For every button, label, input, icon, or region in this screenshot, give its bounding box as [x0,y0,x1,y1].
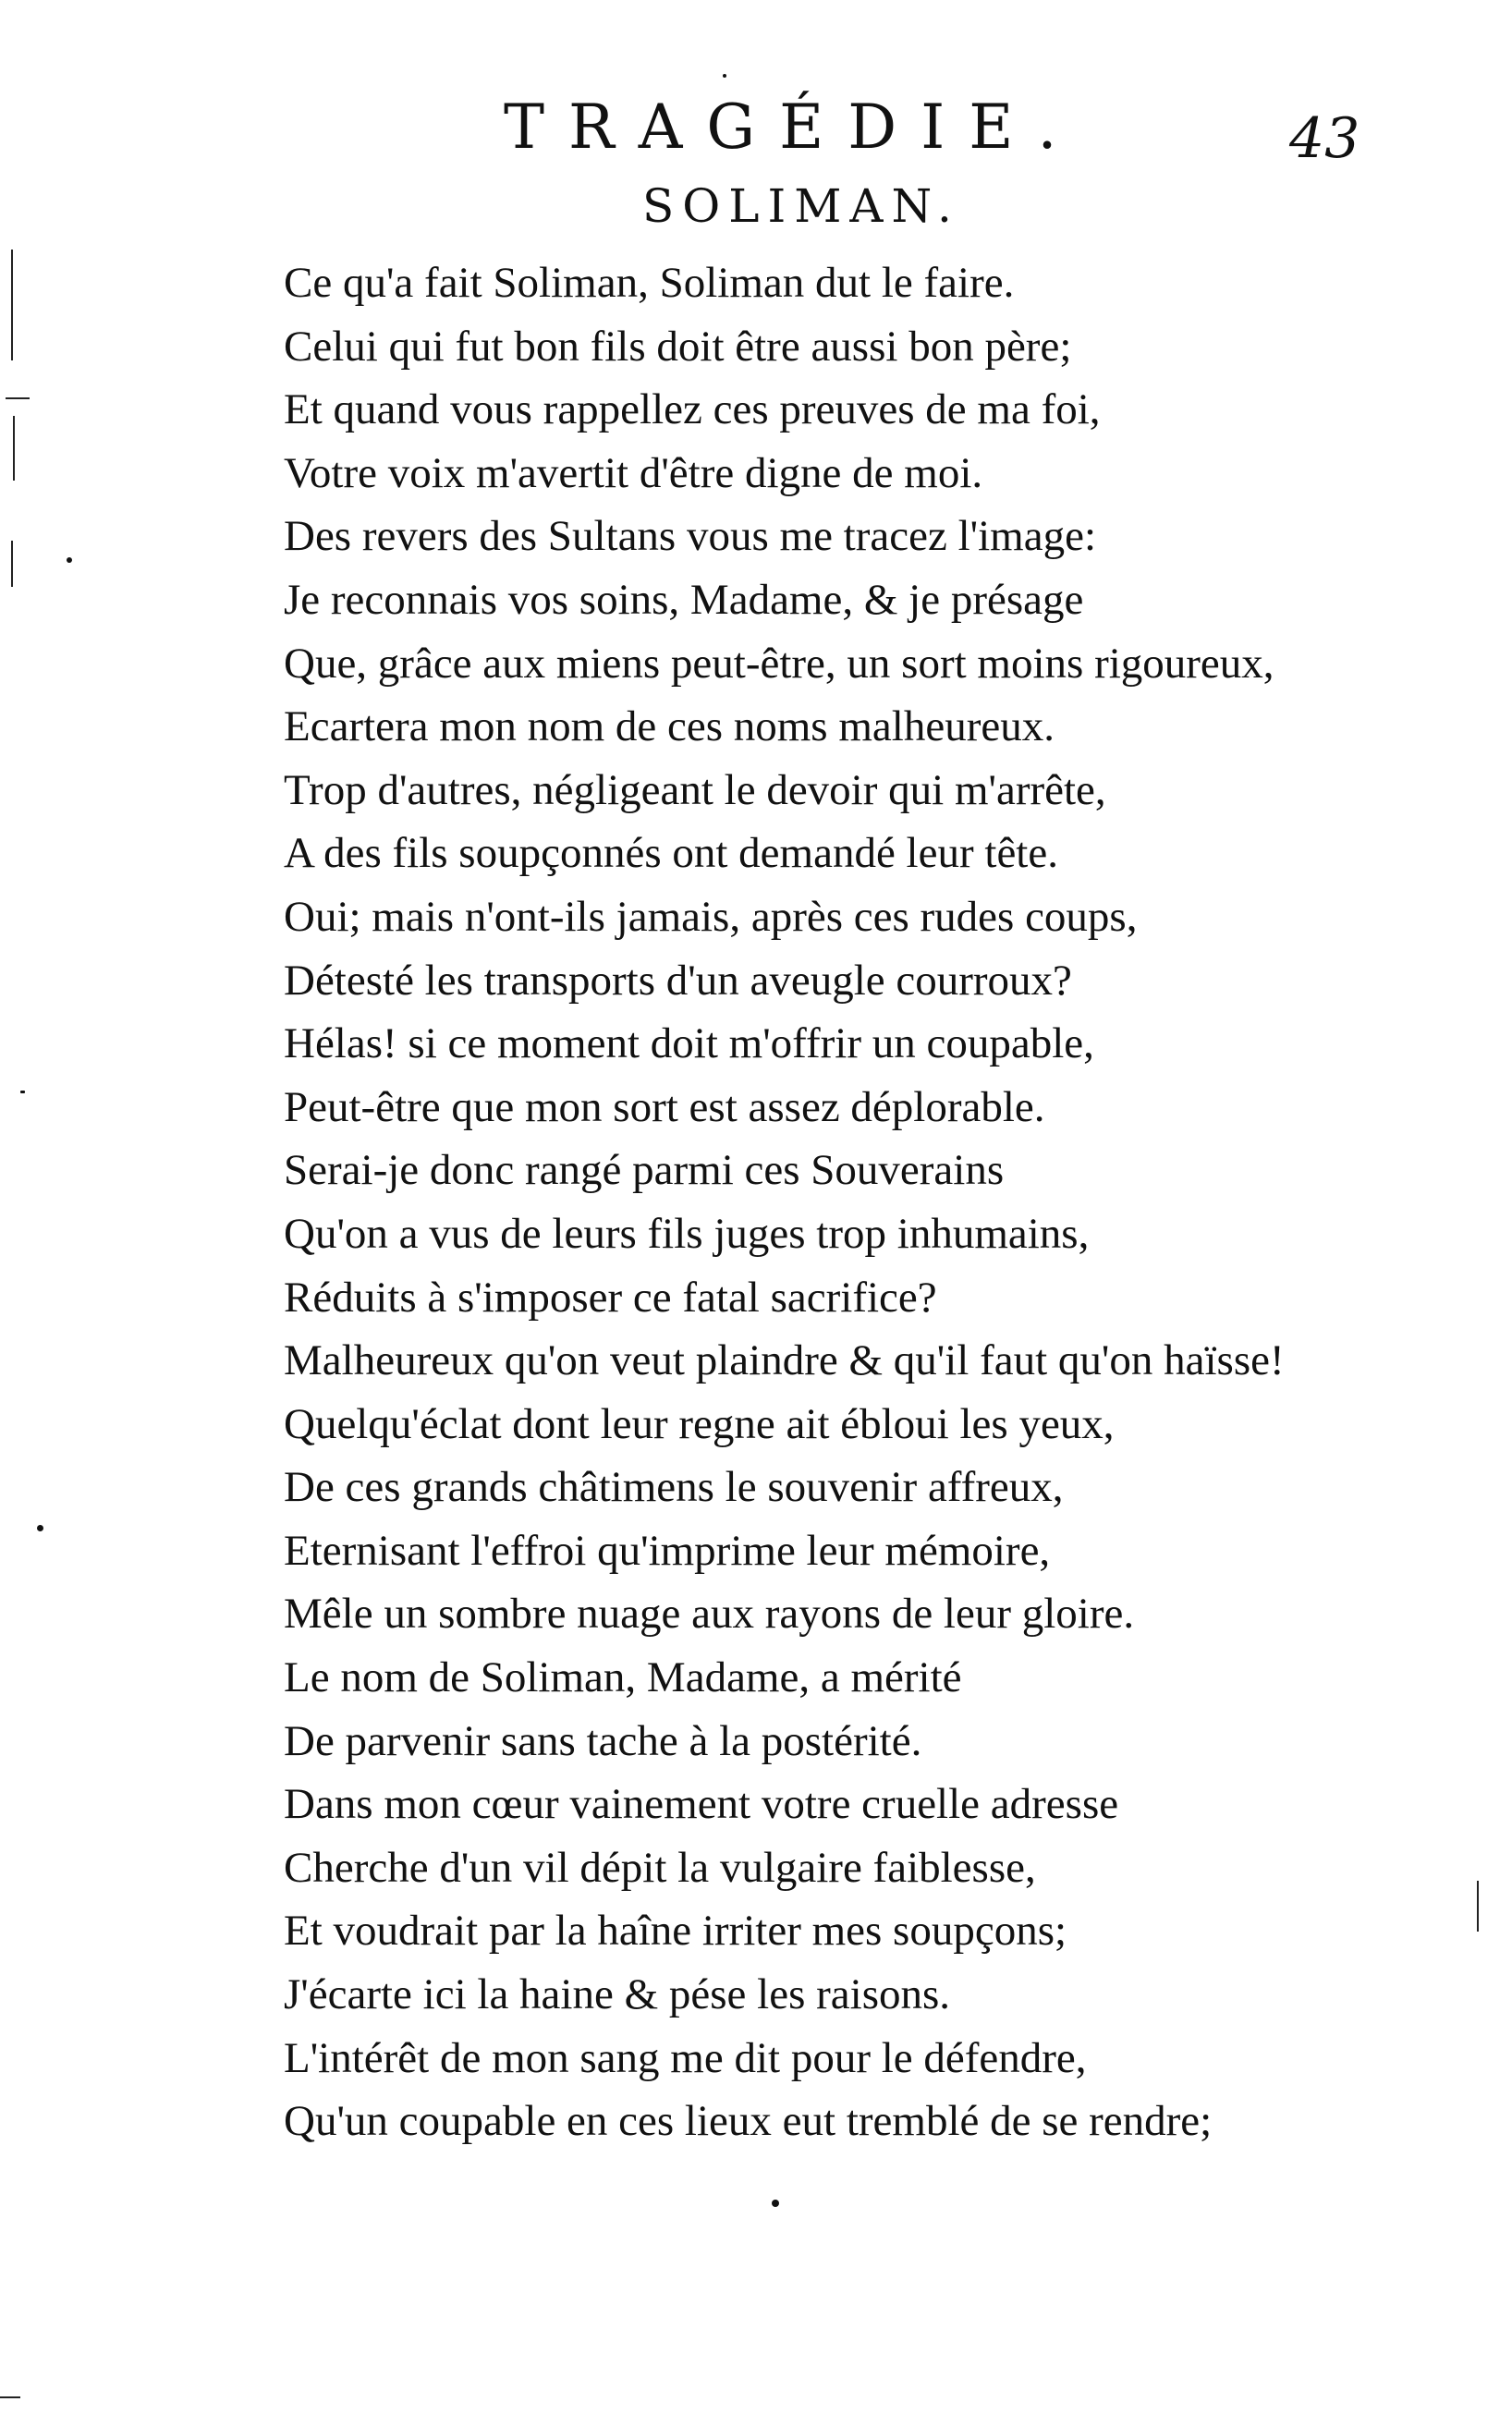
running-title: TRAGÉDIE. [504,91,1081,163]
scan-margin-mark [6,397,30,399]
verse-line: Qu'un coupable en ces lieux eut tremblé de se rendre; [284,2097,1213,2146]
scan-speck [67,557,72,563]
scan-margin-mark [11,250,13,360]
verse-line: Celui qui fut bon fils doit être aussi bon père; [284,322,1072,371]
scan-speck [37,1525,43,1531]
scan-speck [20,1091,25,1093]
verse-line: Ecartera mon nom de ces noms malheureux. [284,702,1055,751]
verse-block [284,251,1421,2153]
verse-line: Votre voix m'avertit d'être digne de moi. [284,448,983,497]
verse-line: Serai-je donc rangé parmi ces Souverains [284,1146,1005,1195]
verse-line: De ces grands châtimens le souvenir affreux, [284,1463,1064,1512]
verse-line: Cherche d'un vil dépit la vulgaire faiblesse, [284,1843,1036,1892]
verse-line: Détesté les transports d'un aveugle courroux? [284,956,1072,1005]
verse-line: De parvenir sans tache à la postérité. [284,1716,922,1765]
verse-line: Dans mon cœur vainement votre cruelle adresse [284,1780,1119,1829]
verse-line: Le nom de Soliman, Madame, a mérité [284,1653,962,1702]
verse-line: Mêle un sombre nuage aux rayons de leur gloire. [284,1590,1135,1639]
scan-margin-mark [0,2396,20,2398]
verse-line: Et quand vous rappellez ces preuves de ma foi, [284,385,1101,434]
verse-line: Malheureux qu'on veut plaindre & qu'il faut qu'on haïsse! [284,1336,1285,1385]
verse-line: L'intérêt de mon sang me dit pour le défendre, [284,2033,1087,2082]
verse-line: Ce qu'a fait Soliman, Soliman dut le faire. [284,259,1015,307]
verse-line: Des revers des Sultans vous me tracez l'image: [284,512,1097,561]
scan-margin-mark [1477,1881,1479,1932]
verse-line: Quelqu'éclat dont leur regne ait ébloui les yeux, [284,1399,1115,1448]
scan-margin-mark [13,416,15,481]
verse-line: Eternisant l'effroi qu'imprime leur mémoire, [284,1526,1051,1575]
verse-line: Qu'on a vus de leurs fils juges trop inhumains, [284,1209,1090,1258]
verse-line: Peut-être que mon sort est assez déplorable. [284,1082,1045,1131]
verse-line: Je reconnais vos soins, Madame, & je présage [284,575,1084,624]
verse-line: Et voudrait par la haîne irriter mes soupçons; [284,1907,1067,1956]
verse-line: Trop d'autres, négligeant le devoir qui m'arrête, [284,765,1106,814]
signature-mark [772,2200,779,2207]
verse-line: J'écarte ici la haine & pése les raisons. [284,1970,951,2019]
page-number: 43 [1289,106,1360,171]
verse-line: Oui; mais n'ont-ils jamais, après ces rudes coups, [284,892,1138,941]
scan-margin-mark [11,541,13,587]
verse-line: Hélas! si ce moment doit m'offrir un coupable, [284,1019,1094,1068]
scan-speck [723,74,726,78]
verse-line: Que, grâce aux miens peut-être, un sort moins rigoureux, [284,639,1274,688]
verse-line: Réduits à s'imposer ce fatal sacrifice? [284,1273,937,1322]
speaker-name: SOLIMAN. [642,179,960,233]
verse-line: A des fils soupçonnés ont demandé leur tête. [284,829,1058,878]
